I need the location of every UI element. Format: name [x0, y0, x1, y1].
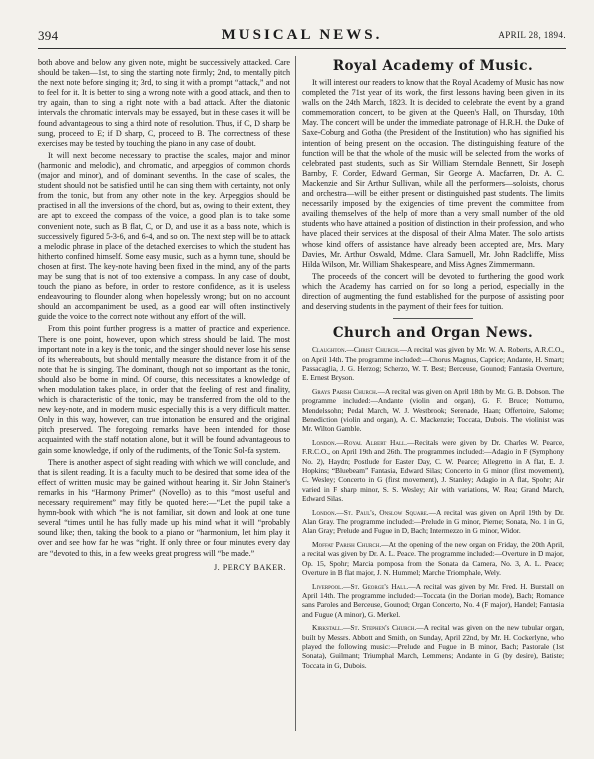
recital-location: London.—St. Paul's, Onslow Square. — [312, 507, 429, 517]
article-paragraph: both above and below any given note, might be successively attacked. Care should be taken—1st, to sing the starting note firmly; 2nd, to mentally pitch the next note before singing it; 3rd, to sing it with a prompt “attack,” and not to feel for it. It is better to sing a wrong note with a good attack, and then to try again, than to sing a right note with a bad attack. After the diatonic intervals the chromatic intervals may be essayed, but in these cases it will be found advantageous to sing a third note of resolution. Thus, if C, D sharp be sung, proceed to E; if D sharp, C, proceed to B. The correctness of these exercises may be tested by touching the piano in any case of doubt. — [38, 58, 290, 148]
section-separator — [393, 318, 473, 319]
recital-item — [302, 345, 564, 383]
recital-item — [302, 508, 564, 536]
left-column — [38, 58, 290, 573]
right-column — [302, 58, 564, 674]
recital-location: Claughton.—Christ Church. — [312, 345, 400, 355]
recital-location: Moffat Parish Church. — [312, 539, 382, 549]
recital-item — [302, 387, 564, 434]
recital-text: —A recital was given by Mr. W. A. Roberts, A.R.C.O., on April 14th. The programme included:—Chorus Magnus, Caprice; Andante, H. Smart; Passacaglia, J. G. Herzog; Scherzo, W. T. Best; Berceuse, Gounod; Fantasia Overture, E. Ernest Bryson. — [302, 345, 564, 383]
recital-location: Kirkstall.—St. Stephen's Church. — [312, 623, 417, 633]
column-divider — [295, 56, 296, 731]
academy-heading: Royal Academy of Music. — [332, 58, 534, 74]
academy-paragraph: It will interest our readers to know that the Royal Academy of Music has now completed the 71st year of its work, the first lessons having been given in its walls on the 24th March, 1823. It is decided to celebrate the event by a grand commemoration concert, to be given at the Queen's Hall, on Thursday, 10th May. The concert will be under the immediate patronage of H.R.H. the Duke of Saxe-Coburg and Gotha (the President of the Institution) who has signified his intention of being present on the occasion. The distinguishing feature of the function will be that the whole of the music will be selected from the works of celebrated past students, such as Sir William Sterndale Bennett, Sir Joseph Barnby, F. Corder, Edward German, Sir George A. Macfarren, Dr. A. C. Mackenzie and Sir Arthur Sullivan, while all the performers—soloists, chorus and orchestra—will be either present or distinguished past students. The limits necessarily imposed by the exigencies of time prevent the committee from availing themselves of the help of more than a very small number of the old students who have attained a position of distinction in their profession, and who have placed their services at the disposal of their Alma Mater. The solo artists whose kind offers of assistance have already been accepted are, Mrs. Mary Davies, Mr. Arthur Oswald, Mdme. Clara Samuell, Mr. John Radcliffe, Miss Hilda Wilson, Mr. William Shakespeare, and Miss Agnes Zimmermann. — [302, 78, 564, 269]
recital-text: —A recital was given on April 18th by Mr. G. B. Dobson. The programme included:—Andante (violin and organ), G. F. Bruce; Notturno, Mendelssohn; Pedal March, W. J. Westbrook; Serenade, Haan; Offertoire, Salome; Benediction (violin and organ), A. C. Mackenzie; Toccata, Dubois. The violinist was Mr. Wilton Gamble. — [302, 386, 564, 434]
recital-item — [302, 540, 564, 578]
recital-text: —At the opening of the new organ on Friday, the 20th April, a recital was given by Dr. A. L. Peace. The programme included:—Overture in D major, Op. 15, Spohr; Marcia pomposa from the Sonata da Camera, No. 3, A. L. Peace; Overture in B flat major, J. N. Hummel; Marche Triomphale, Wely. — [302, 539, 564, 578]
recital-text: —A recital was given on the new tubular organ, built by Messrs. Abbott and Smith, on Sunday, April 22nd, by Mr. H. Cockerlyne, who played the following music:—Prelude and Fugue in B minor, Bach; Pastorale (1st Sonata), Guilmant; Triumphal March, Lemmens; Andante in G (by desire), Batiste; Toccata in G, Dubois. — [302, 623, 564, 670]
article-paragraph: There is another aspect of sight reading with which we will conclude, and that is silent reading. It is a faculty much to be desired that some idea of the effect of written music may be gained without hearing it. Sir John Stainer's remarks in his “Harmony Primer” (Novello) as to this “most useful and necessary requirement” may fitly be quoted here:—“Let the pupil take a hymn-book with which “he is not familiar, sit down and look at one tune several “times until he has fully made up his mind what it will “probably sound like; then, taking the book to a piano or “harmonium, let him play it over and see how far he was “right. If only three or four minutes every day are “devoted to this, in a few weeks great progress will “be made.” — [38, 457, 290, 558]
recital-location: Grays Parish Church. — [312, 386, 378, 396]
header-rule — [38, 48, 566, 49]
recital-location: London.—Royal Albert Hall. — [312, 437, 407, 447]
recital-text: —A recital was given by Mr. Fred. H. Burstall on April 14th. The programme included:—Toccata (in the Dorian mode), Bach; Romance sans Paroles and Berceuse, Gounod; Organ Concerto, No. 4 (F major), Handel; Fantasia and Fugue (A minor), G. Merkel. — [302, 581, 565, 619]
issue-date: APRIL 28, 1894. — [498, 30, 566, 40]
page-header — [38, 28, 566, 46]
recital-item — [302, 438, 564, 504]
recital-item — [302, 582, 564, 620]
author-signature: J. PERCY BAKER. — [214, 562, 286, 572]
recital-text: —A recital was given on April 19th by Dr. Alan Gray. The programme included:—Prelude in G minor, Pierne; Sonata, No. 1 in G, Alan Gray; Prelude and Fugue in D, Bach; Intermezzo in G minor, Widor. — [302, 507, 564, 536]
recital-location: Liverpool.—St. George's Hall. — [312, 581, 409, 591]
article-paragraph: It will next become necessary to practise the scales, major and minor (harmonic and melodic), and chromatic, and arpeggios of common chords (major and minor), and of dominant sevenths. In the case of scales, the student should not be satisfied until he can sing them with certainty, not only from the tonic, but from any other note in the key. Arpeggios should be practised in all the inversions of the chord, but as, owing to their extent, they are apt to exceed the compass of the voice, a good plan is to take some convenient note, such as B flat, C, or D, and use it as a bass note, which is successively figured 5-3-6, and 6-4, and so on. The next step will be to attack a melodic phrase in place of the detached exercises to which the student has hitherto confined himself. Some easy music, such as a hymn tune, should be chosen at first. The key-note having been fixed in the mind, any of the parts may be sung that is not of too extensive a compass. In any case of doubt, touch the piano as before, in order to restore confidence, as it is useless endeavouring to flounder along when hopelessly wrong; but on no account should an accompaniment be used, as a good ear will often instinctively guide the voice to the correct note without any effort of the will. — [38, 150, 290, 322]
recital-item — [302, 623, 564, 670]
publication-title: MUSICAL NEWS. — [221, 27, 383, 43]
church-organ-heading: Church and Organ News. — [332, 325, 534, 342]
page-number: 394 — [38, 28, 59, 43]
recital-text: —Recitals were given by Dr. Charles W. Pearce, F.R.C.O., on April 19th and 26th. The programmes included:—Adagio in F (Symphony No. 2), Haydn; Postlude for Easter Day, C. W. Pearce; Allegretto in A flat, E. J. Hopkins; “Bluebeam” Fantasia, Edward Silas; Concerto in G minor (first movement), C. Wesley; Concerto in G (first movement), J. Stanley; Adagio in A flat, Spohr; Air varied in F sharp minor, S. S. Wesley; Air with variations, W. Rea; Grand March, Edward Silas. — [302, 437, 564, 504]
academy-paragraph: The proceeds of the concert will be devoted to furthering the good work which the Academy has carried on for so long a period, especially in the direction of augmenting the fund established for the purpose of assisting poor and deserving students in the payment of their fees for tuition. — [302, 271, 564, 312]
article-paragraph: From this point further progress is a matter of practice and experience. There is one point, however, upon which stress should be laid. The most important note in a key is the tonic, and the singer should never lose his sense of its whereabouts, but should mentally measure the distance from it of the note that he is singing. The dominant, though not so important as the tonic, should also be borne in mind. Of course, this necessitates a knowledge of when modulation takes place, in order that the feeling of rest and finality, which is characteristic of the tonic, may be transferred from the old to the new key-note, and in modern music especially this is a very difficult matter. Only in this way, however, can true intonation be ensured and the original pitch preserved. The foregoing remarks have been intended for those acquainted with the staff notation alone, but it will be found advantageous to gain some knowledge, if only of the rudiments, of the Tonic Sol-fa system. — [38, 324, 290, 455]
